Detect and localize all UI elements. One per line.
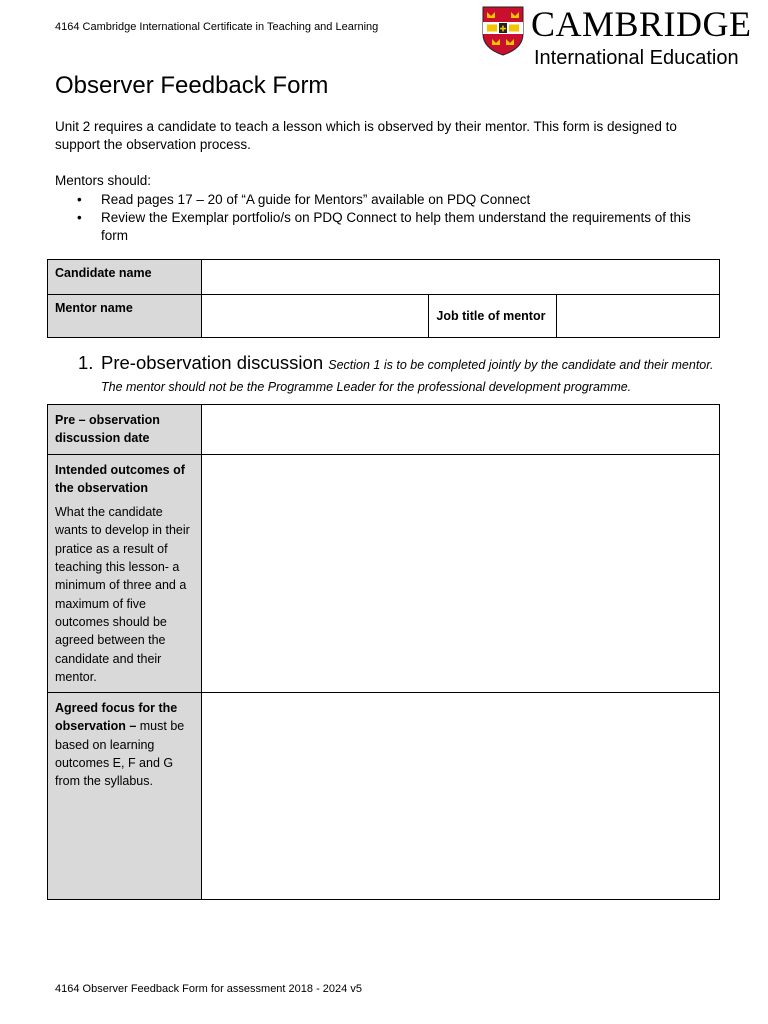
mentors-list xyxy=(55,191,710,245)
list-item-text: Read pages 17 – 20 of “A guide for Mentors” available on PDQ Connect xyxy=(101,192,531,207)
intro-text: Unit 2 requires a candidate to teach a lesson which is observed by their mentor. This form is designed to support the observation process. xyxy=(55,119,677,152)
job-title-label: Job title of mentor xyxy=(429,295,557,338)
agreed-focus-label: Agreed focus for the observation – xyxy=(55,701,178,734)
mentors-label: Mentors should: xyxy=(55,173,152,188)
candidate-name-label: Candidate name xyxy=(48,260,202,295)
footer-text: 4164 Observer Feedback Form for assessment 2018 - 2024 v5 xyxy=(55,983,362,995)
logo-subtitle: International Education xyxy=(534,47,739,69)
intended-outcomes-field[interactable] xyxy=(201,454,719,693)
discussion-date-field[interactable] xyxy=(201,405,719,455)
mentor-name-label: Mentor name xyxy=(48,295,202,338)
page-title: Observer Feedback Form xyxy=(55,72,329,99)
list-item xyxy=(55,191,710,209)
bullet-icon: • xyxy=(77,192,82,207)
agreed-focus-description: must be based on learning outcomes E, F and G from the syllabus. xyxy=(55,719,185,789)
bullet-icon: • xyxy=(77,210,82,225)
logo-brand: CAMBRIDGE xyxy=(531,4,752,44)
agreed-focus-field[interactable] xyxy=(201,693,719,900)
section-1-heading xyxy=(78,352,718,396)
pre-observation-table xyxy=(47,404,720,900)
candidate-name-field[interactable] xyxy=(201,260,719,295)
discussion-date-label: Pre – observation discussion date xyxy=(48,405,202,455)
section-title: Pre-observation discussion xyxy=(101,352,324,373)
intended-outcomes-description: What the candidate wants to develop in their pratice as a result of teaching this lesson- a minimum of three and a maximum of five outcomes should be agreed between the candidate and their mentor. xyxy=(55,505,190,684)
svg-text:✚: ✚ xyxy=(499,24,507,34)
list-item-text: Review the Exemplar portfolio/s on PDQ Connect to help them understand the requirements of this form xyxy=(101,210,691,243)
details-table xyxy=(47,259,720,338)
section-note: Section 1 is to be completed jointly by the candidate and their mentor. The mentor should not be the Programme Leader for the professional development programme. xyxy=(101,358,714,394)
mentor-name-field[interactable] xyxy=(201,295,429,338)
list-item xyxy=(55,209,710,245)
cambridge-logo xyxy=(482,6,754,70)
intended-outcomes-cell xyxy=(48,454,202,693)
intended-outcomes-label: Intended outcomes of the observation xyxy=(55,462,185,495)
cambridge-crest-icon xyxy=(482,6,524,56)
agreed-focus-cell xyxy=(48,693,202,900)
job-title-field[interactable] xyxy=(557,295,720,338)
section-number: 1. xyxy=(78,352,94,373)
header-reference: 4164 Cambridge International Certificate in Teaching and Learning xyxy=(55,21,379,33)
